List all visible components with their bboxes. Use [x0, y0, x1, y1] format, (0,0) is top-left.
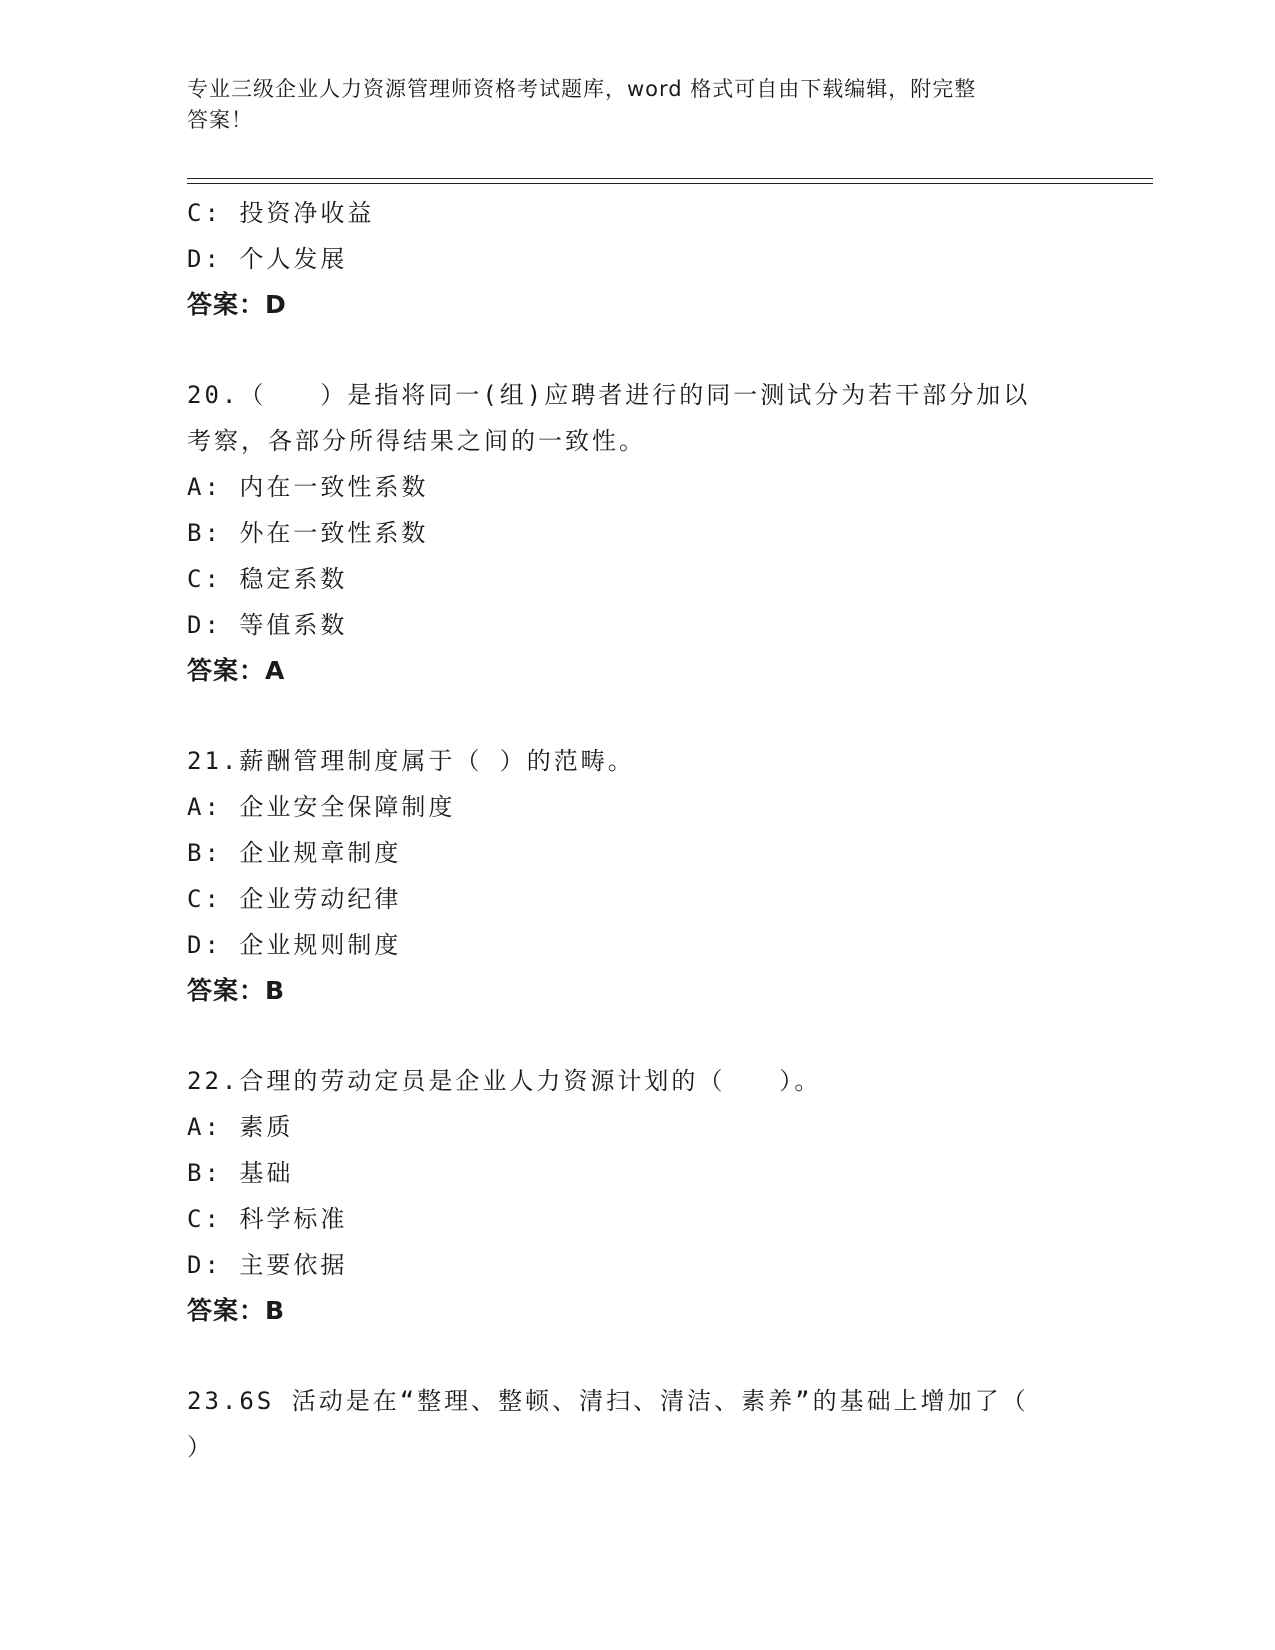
question-23	[187, 1378, 1087, 1470]
header-rule-bottom	[187, 183, 1153, 184]
question-stem: 21.薪酬管理制度属于（ ）的范畴。	[187, 747, 635, 775]
answer: 答案：B	[187, 1296, 286, 1325]
option-a: A: 企业安全保障制度	[187, 793, 456, 821]
answer: 答案：A	[187, 656, 286, 685]
option-a: A: 素质	[187, 1113, 294, 1141]
option-b: B: 基础	[187, 1159, 294, 1187]
document-header	[187, 74, 1067, 136]
question-stem: 22.合理的劳动定员是企业人力资源计划的（ ）。	[187, 1067, 822, 1095]
option-a: A: 内在一致性系数	[187, 473, 429, 501]
option-d: D: 个人发展	[187, 245, 348, 273]
answer: 答案：D	[187, 290, 287, 319]
question-19-tail	[187, 190, 1087, 328]
option-c: C: 企业劳动纪律	[187, 885, 402, 913]
option-c: C: 投资净收益	[187, 199, 375, 227]
question-stem: 考察，各部分所得结果之间的一致性。	[187, 427, 646, 455]
header-line-2: 答案！	[187, 108, 253, 132]
header-line-1: 专业三级企业人力资源管理师资格考试题库，word 格式可自由下载编辑，附完整	[187, 77, 977, 101]
option-b: B: 外在一致性系数	[187, 519, 429, 547]
question-21	[187, 738, 1087, 1014]
option-d: D: 主要依据	[187, 1251, 348, 1279]
option-d: D: 企业规则制度	[187, 931, 402, 959]
question-20	[187, 372, 1087, 694]
question-list	[187, 190, 1087, 1470]
option-b: B: 企业规章制度	[187, 839, 402, 867]
header-rule-top	[187, 178, 1153, 179]
answer: 答案：B	[187, 976, 286, 1005]
question-stem: ）	[187, 1433, 214, 1461]
question-stem: 20.（ ）是指将同一(组)应聘者进行的同一测试分为若干部分加以	[187, 381, 1031, 409]
option-c: C: 稳定系数	[187, 565, 348, 593]
question-22	[187, 1058, 1087, 1334]
question-stem: 23.6S 活动是在“整理、整顿、清扫、清洁、素养”的基础上增加了（	[187, 1387, 1029, 1415]
option-c: C: 科学标准	[187, 1205, 348, 1233]
option-d: D: 等值系数	[187, 611, 348, 639]
